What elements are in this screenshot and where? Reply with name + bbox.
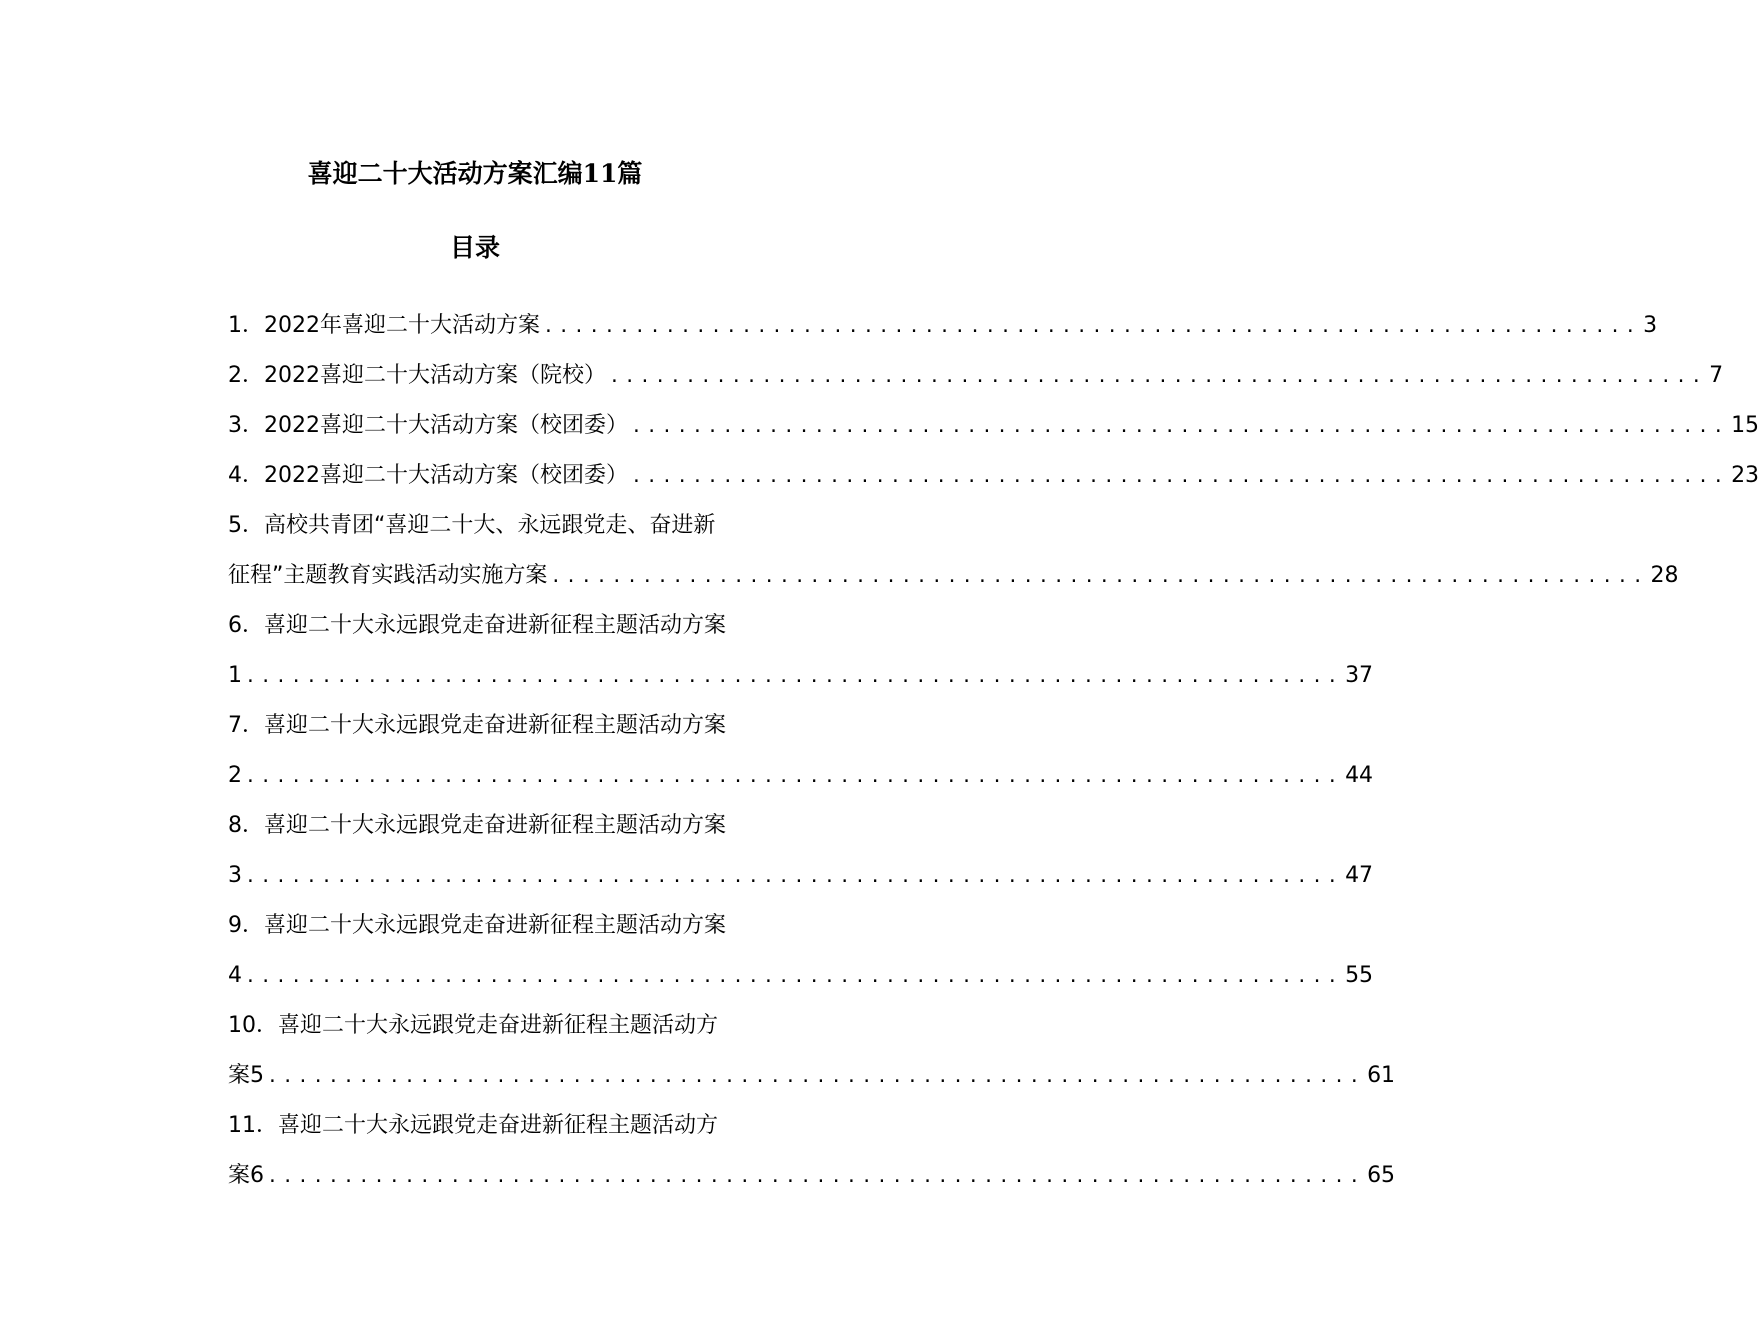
toc-page-number: 15: [1731, 413, 1759, 438]
toc-entry-line[interactable]: [228, 655, 1374, 705]
toc-entry-title-continued: 1: [228, 663, 242, 688]
toc-entry-title-continued: 2: [228, 763, 242, 788]
toc-page-number: 28: [1650, 563, 1679, 588]
toc-page-number: 7: [1709, 363, 1724, 388]
toc-entry-line[interactable]: [228, 1005, 850, 1055]
toc-entry-title-continued: 3: [228, 863, 242, 888]
toc-entry-line[interactable]: [228, 505, 850, 555]
toc-entry-title-continued: 案6: [228, 1163, 264, 1188]
toc-leader-dots: ........................................................................: [245, 766, 1343, 787]
toc-entry-title-continued: 征程”主题教育实践活动实施方案: [228, 563, 548, 588]
toc-entry-line[interactable]: [228, 905, 850, 955]
toc-entry-line[interactable]: [228, 855, 1374, 905]
toc-entry-title: 5．高校共青团“喜迎二十大、永远跟党走、奋进新: [228, 513, 716, 538]
toc-entry-title: 8．喜迎二十大永远跟党走奋进新征程主题活动方案: [228, 813, 726, 838]
toc-entry-title: 11．喜迎二十大永远跟党走奋进新征程主题活动方: [228, 1113, 718, 1138]
toc-leader-dots: ........................................................................: [245, 666, 1343, 687]
table-of-contents: [228, 305, 1759, 1205]
toc-leader-dots: ........................................................................: [550, 566, 1648, 587]
toc-leader-dots: ........................................................................: [267, 1166, 1365, 1187]
toc-entry-title: 2．2022喜迎二十大活动方案（院校）: [228, 363, 606, 388]
document-title: 喜迎二十大活动方案汇编11篇: [307, 159, 643, 188]
toc-entry-line[interactable]: [228, 705, 850, 755]
toc-entry-title-continued: 案5: [228, 1063, 264, 1088]
toc-page-number: 23: [1731, 463, 1759, 488]
toc-entry-line[interactable]: [228, 355, 1724, 405]
toc-entry-title: 1．2022年喜迎二十大活动方案: [228, 313, 540, 338]
toc-entry-title: 10．喜迎二十大永远跟党走奋进新征程主题活动方: [228, 1013, 718, 1038]
toc-entry-line[interactable]: [228, 1155, 1396, 1205]
toc-entry-title: 3．2022喜迎二十大活动方案（校团委）: [228, 413, 628, 438]
toc-leader-dots: ........................................................................: [543, 316, 1641, 337]
toc-heading: 目录: [449, 233, 500, 262]
toc-entry-line[interactable]: [228, 555, 1679, 605]
toc-page-number: 65: [1367, 1163, 1396, 1188]
toc-leader-dots: ........................................................................: [245, 866, 1343, 887]
toc-entry-line[interactable]: [228, 755, 1374, 805]
toc-entry-line[interactable]: [228, 1055, 1396, 1105]
toc-leader-dots: ........................................................................: [245, 966, 1343, 987]
toc-entry-line[interactable]: [228, 405, 1759, 455]
toc-page-number: 55: [1345, 963, 1374, 988]
toc-entry-line[interactable]: [228, 305, 1658, 355]
toc-entry-title-continued: 4: [228, 963, 242, 988]
toc-entry-line[interactable]: [228, 805, 850, 855]
toc-entry-line[interactable]: [228, 605, 850, 655]
toc-entry-title: 4．2022喜迎二十大活动方案（校团委）: [228, 463, 628, 488]
toc-leader-dots: ........................................................................: [267, 1066, 1365, 1087]
toc-entry-line[interactable]: [228, 955, 1374, 1005]
toc-page-number: 37: [1345, 663, 1374, 688]
toc-page-number: 61: [1367, 1063, 1396, 1088]
toc-entry-title: 6．喜迎二十大永远跟党走奋进新征程主题活动方案: [228, 613, 726, 638]
toc-entry-title: 9．喜迎二十大永远跟党走奋进新征程主题活动方案: [228, 913, 726, 938]
toc-leader-dots: ........................................................................: [631, 416, 1729, 437]
toc-entry-title: 7．喜迎二十大永远跟党走奋进新征程主题活动方案: [228, 713, 726, 738]
toc-leader-dots: ........................................................................: [609, 366, 1707, 387]
toc-leader-dots: ........................................................................: [631, 466, 1729, 487]
toc-entry-line[interactable]: [228, 455, 1759, 505]
toc-page-number: 44: [1345, 763, 1374, 788]
toc-page-number: 3: [1643, 313, 1658, 338]
toc-page-number: 47: [1345, 863, 1374, 888]
toc-entry-line[interactable]: [228, 1105, 850, 1155]
